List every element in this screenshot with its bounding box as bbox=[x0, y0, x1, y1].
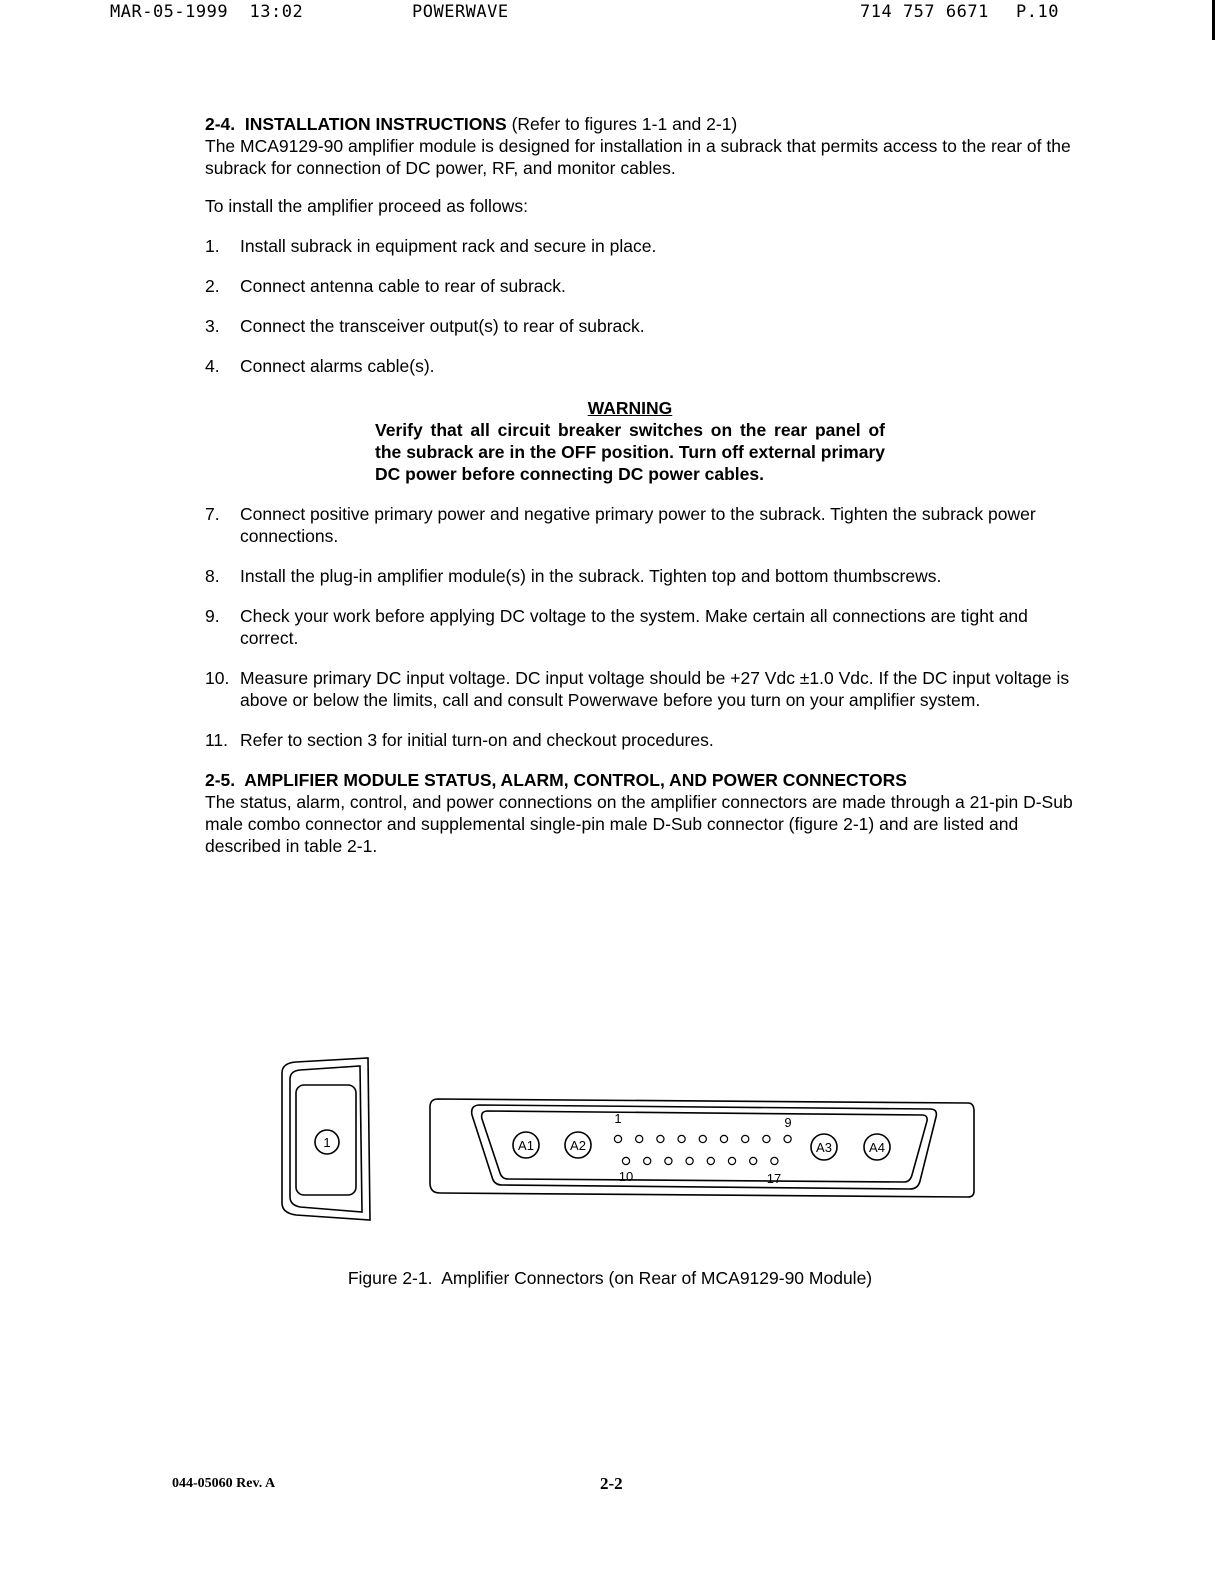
connectors-description: The status, alarm, control, and power connections on the amplifier connectors are made through a 21-pin D-Sub male combo connector and supplemental single-pin male D-Sub connector (figure 2-1) and are listed and described in table 2-1. bbox=[205, 792, 1073, 856]
installation-intro: The MCA9129-90 amplifier module is designed for installation in a subrack that permits access to the rear of the subrack for connection of DC power, RF, and monitor cables. bbox=[205, 136, 1071, 178]
step-number: 2. bbox=[205, 276, 220, 296]
footer-doc-id: 044-05060 Rev. A bbox=[172, 1476, 276, 1491]
single-pin-label: 1 bbox=[323, 1135, 331, 1150]
pin-contact-4 bbox=[678, 1135, 685, 1142]
step-number: 11. bbox=[205, 730, 229, 750]
list-item bbox=[205, 605, 1085, 649]
section-heading-installation bbox=[205, 113, 1085, 135]
step-text: Measure primary DC input voltage. DC input voltage should be +27 Vdc ±1.0 Vdc. If the DC input voltage is above or below the limits, call and consult Powerwave before you turn on your amplifier system. bbox=[240, 668, 1070, 710]
installation-lead: To install the amplifier proceed as follows: bbox=[205, 196, 528, 216]
list-item bbox=[205, 355, 1085, 377]
pin-contact-11 bbox=[644, 1157, 651, 1164]
pin-contact-9 bbox=[784, 1135, 791, 1142]
list-item bbox=[205, 235, 1085, 257]
pin-array bbox=[614, 1135, 791, 1164]
step-number: 10. bbox=[205, 668, 230, 688]
list-item bbox=[205, 503, 1085, 547]
pin-label-10: 10 bbox=[618, 1169, 634, 1184]
step-text: Connect the transceiver output(s) to rear of subrack. bbox=[240, 316, 645, 336]
step-number: 9. bbox=[205, 606, 220, 626]
fax-page-number: P.10 bbox=[1016, 2, 1059, 22]
pin-contact-1 bbox=[614, 1135, 621, 1142]
step-text: Install the plug-in amplifier module(s) in the subrack. Tighten top and bottom thumbscrews. bbox=[240, 566, 942, 586]
combo-insert bbox=[472, 1105, 937, 1189]
coax-label-a1: A1 bbox=[518, 1138, 534, 1153]
warning-title: WARNING bbox=[587, 398, 673, 418]
step-number: 7. bbox=[205, 504, 220, 524]
pin-label-17: 17 bbox=[766, 1171, 782, 1186]
connector-figure bbox=[270, 1055, 990, 1235]
coax-label-a4: A4 bbox=[869, 1140, 885, 1155]
step-number: 8. bbox=[205, 566, 220, 586]
warning-text: Verify that all circuit breaker switches on the rear panel of the subrack are in the OFF position. Turn off external primary DC power before connecting DC power cables. bbox=[375, 420, 885, 484]
section-amplifier-connectors bbox=[205, 769, 1085, 857]
pin-contact-17 bbox=[771, 1157, 778, 1164]
pin-contact-12 bbox=[665, 1157, 672, 1164]
fax-sender: POWERWAVE bbox=[412, 2, 509, 22]
section-title: 2-4. INSTALLATION INSTRUCTIONS bbox=[205, 114, 507, 134]
pin-contact-14 bbox=[707, 1157, 714, 1164]
steps-list-after bbox=[205, 503, 1085, 751]
steps-list-before bbox=[205, 235, 1085, 377]
step-text: Refer to section 3 for initial turn-on and checkout procedures. bbox=[240, 730, 714, 750]
list-item bbox=[205, 729, 1085, 751]
list-item bbox=[205, 565, 1085, 587]
document-body bbox=[205, 113, 1085, 857]
list-item bbox=[205, 667, 1085, 711]
pin-contact-10 bbox=[622, 1157, 629, 1164]
pin-contact-7 bbox=[742, 1135, 749, 1142]
step-number: 4. bbox=[205, 356, 220, 376]
fax-date-time: MAR-05-1999 13:02 bbox=[110, 2, 304, 22]
coax-label-a2: A2 bbox=[570, 1138, 586, 1153]
pin-contact-2 bbox=[636, 1135, 643, 1142]
list-item bbox=[205, 315, 1085, 337]
step-number: 3. bbox=[205, 316, 220, 336]
pin-label-1: 1 bbox=[614, 1111, 622, 1126]
warning-block bbox=[375, 397, 885, 485]
pin-contact-15 bbox=[728, 1157, 735, 1164]
step-text: Connect positive primary power and negative primary power to the subrack. Tighten the subrack power connections. bbox=[240, 504, 1036, 546]
list-item bbox=[205, 275, 1085, 297]
pin-contact-13 bbox=[686, 1157, 693, 1164]
pin-label-9: 9 bbox=[784, 1115, 792, 1130]
step-number: 1. bbox=[205, 236, 220, 256]
step-text: Check your work before applying DC voltage to the system. Make certain all connections are tight and correct. bbox=[240, 606, 1028, 648]
fax-phone: 714 757 6671 bbox=[860, 2, 989, 22]
connector-drawing bbox=[270, 1055, 990, 1235]
figure-caption: Figure 2-1. Amplifier Connectors (on Rear of MCA9129-90 Module) bbox=[347, 1268, 873, 1288]
pin-contact-6 bbox=[720, 1135, 727, 1142]
step-text: Install subrack in equipment rack and secure in place. bbox=[240, 236, 657, 256]
pin-contact-8 bbox=[763, 1135, 770, 1142]
coax-label-a3: A3 bbox=[816, 1140, 832, 1155]
step-text: Connect antenna cable to rear of subrack. bbox=[240, 276, 566, 296]
pin-contact-3 bbox=[657, 1135, 664, 1142]
section-heading-connectors: 2-5. AMPLIFIER MODULE STATUS, ALARM, CONTROL, AND POWER CONNECTORS bbox=[205, 770, 907, 790]
pin-contact-5 bbox=[699, 1135, 706, 1142]
pin-contact-16 bbox=[750, 1157, 757, 1164]
footer-page-number: 2-2 bbox=[600, 1474, 623, 1493]
step-text: Connect alarms cable(s). bbox=[240, 356, 435, 376]
fax-edge-mark bbox=[1212, 0, 1215, 40]
section-reference: (Refer to figures 1-1 and 2-1) bbox=[511, 114, 738, 134]
